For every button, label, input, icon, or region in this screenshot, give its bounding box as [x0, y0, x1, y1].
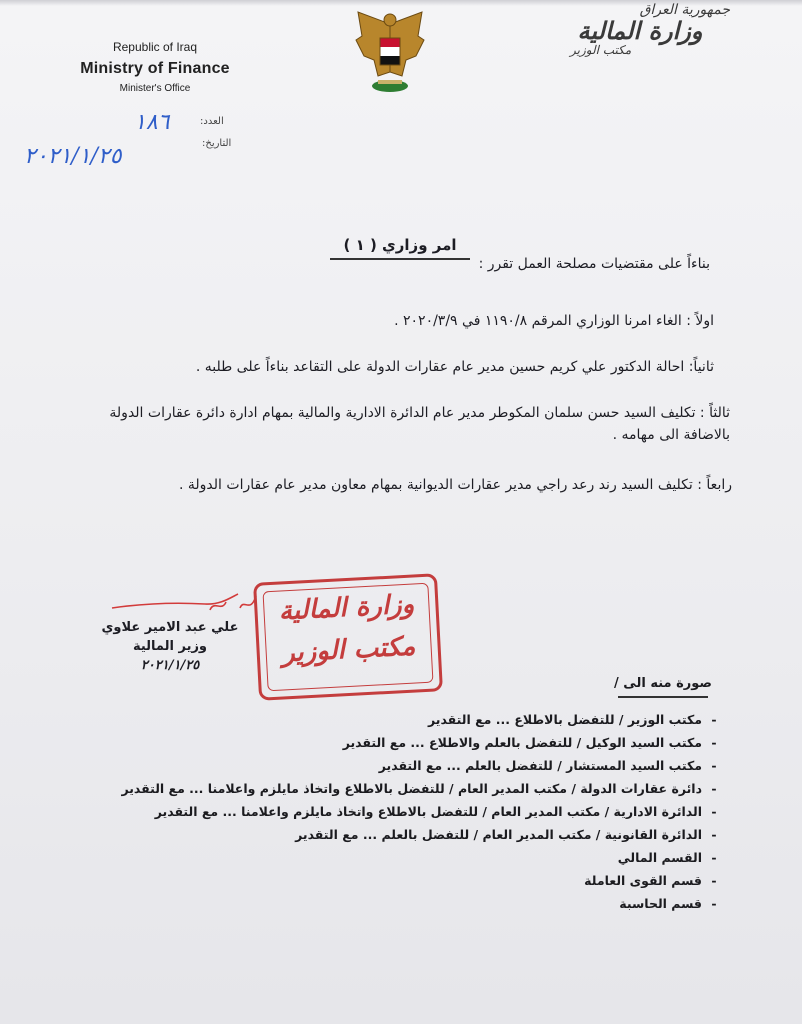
list-item: -قسم الحاسبة: [26, 892, 726, 915]
office-en: Minister's Office: [119, 83, 191, 94]
list-item: -قسم القوى العاملة: [26, 869, 726, 892]
dash-bullet: -: [711, 827, 717, 842]
order-item-4: رابعاً : تكليف السيد رند رعد راجي مدير عقارات الديوانية بمهام معاون مدير عام عقارات الدولة .: [179, 477, 732, 493]
signer-name: علي عبد الامير علاوي: [101, 620, 239, 635]
stamp-line-2: مكتب الوزير: [281, 631, 417, 669]
office-ar: مكتب الوزير: [570, 43, 632, 57]
date-label: التاريخ:: [202, 138, 232, 149]
arabic-letterhead: [530, 2, 750, 57]
list-item: -مكتب السيد الوكيل / للتفضل بالعلم والاطلاع ... مع التقدير: [26, 731, 726, 754]
dash-bullet: -: [711, 873, 717, 888]
list-item: -القسم المالي: [26, 846, 726, 869]
republic-ar: جمهورية العراق: [639, 2, 730, 18]
ministry-en: Ministry of Finance: [80, 60, 230, 77]
dash-bullet: -: [711, 896, 717, 911]
list-item: -مكتب السيد المستشار / للتفضل بالعلم ... مع التقدير: [26, 754, 726, 777]
reference-number: ١٨٦: [134, 110, 170, 135]
copies-list: [26, 708, 726, 915]
copies-title-text: صورة منه الى /: [614, 676, 712, 691]
list-item: -مكتب الوزير / للتفضل بالاطلاع ... مع التقدير: [26, 708, 726, 731]
list-item: -دائرة عقارات الدولة / مكتب المدير العام / للتفضل بالاطلاع واتخاذ مايلزم واعلامنا ... مع التقدير: [26, 777, 726, 800]
order-item-1: اولاً : الغاء امرنا الوزاري المرقم ١١٩٠/٨ في ٢٠٢٠/٣/٩ .: [394, 313, 714, 329]
signature-date: ٢٠٢١/١/٢٥: [140, 658, 200, 673]
dash-bullet: -: [711, 781, 717, 796]
official-stamp: [253, 573, 443, 700]
dash-bullet: -: [711, 850, 717, 865]
list-item: -الدائرة القانونية / مكتب المدير العام / للتفضل بالعلم ... مع التقدير: [26, 823, 726, 846]
order-title-text: امر وزاري ( ١ ): [343, 236, 457, 254]
reference-block: [24, 110, 264, 180]
order-intro: بناءاً على مقتضيات مصلحة العمل تقرر :: [478, 256, 710, 272]
republic-en: Republic of Iraq: [112, 40, 198, 54]
order-title: [310, 236, 490, 254]
order-item-2: ثانياً: احالة الدكتور علي كريم حسين مدير عام عقارات الدولة على التقاعد بناءاً على طلبه .: [195, 359, 714, 375]
list-item: -الدائرة الادارية / مكتب المدير العام / للتفضل بالاطلاع واتخاذ مايلزم واعلامنا ... مع التقدير: [26, 800, 726, 823]
copies-title-underline: [618, 696, 708, 698]
english-letterhead: [60, 40, 250, 94]
copies-title: [608, 676, 718, 691]
order-item-3: ثالثاً : تكليف السيد حسن سلمان المكوطر مدير عام الدائرة الادارية والمالية بمهام ادارة دائرة عقارات الدولة بالاضافة الى مهامه .: [109, 405, 730, 443]
handwritten-signature: [110, 590, 260, 620]
signer-block: [100, 620, 240, 677]
dash-bullet: -: [711, 758, 717, 773]
iraq-eagle-emblem-icon: [354, 6, 426, 100]
dash-bullet: -: [711, 735, 717, 750]
signer-title: وزير المالية: [132, 639, 208, 654]
dash-bullet: -: [711, 712, 717, 727]
reference-date: ٢٠٢١/١/٢٥: [24, 144, 122, 169]
dash-bullet: -: [711, 804, 717, 819]
stamp-line-1: وزارة المالية: [278, 589, 415, 627]
number-label: العدد:: [200, 116, 224, 127]
ministry-ar: وزارة المالية: [577, 16, 703, 45]
